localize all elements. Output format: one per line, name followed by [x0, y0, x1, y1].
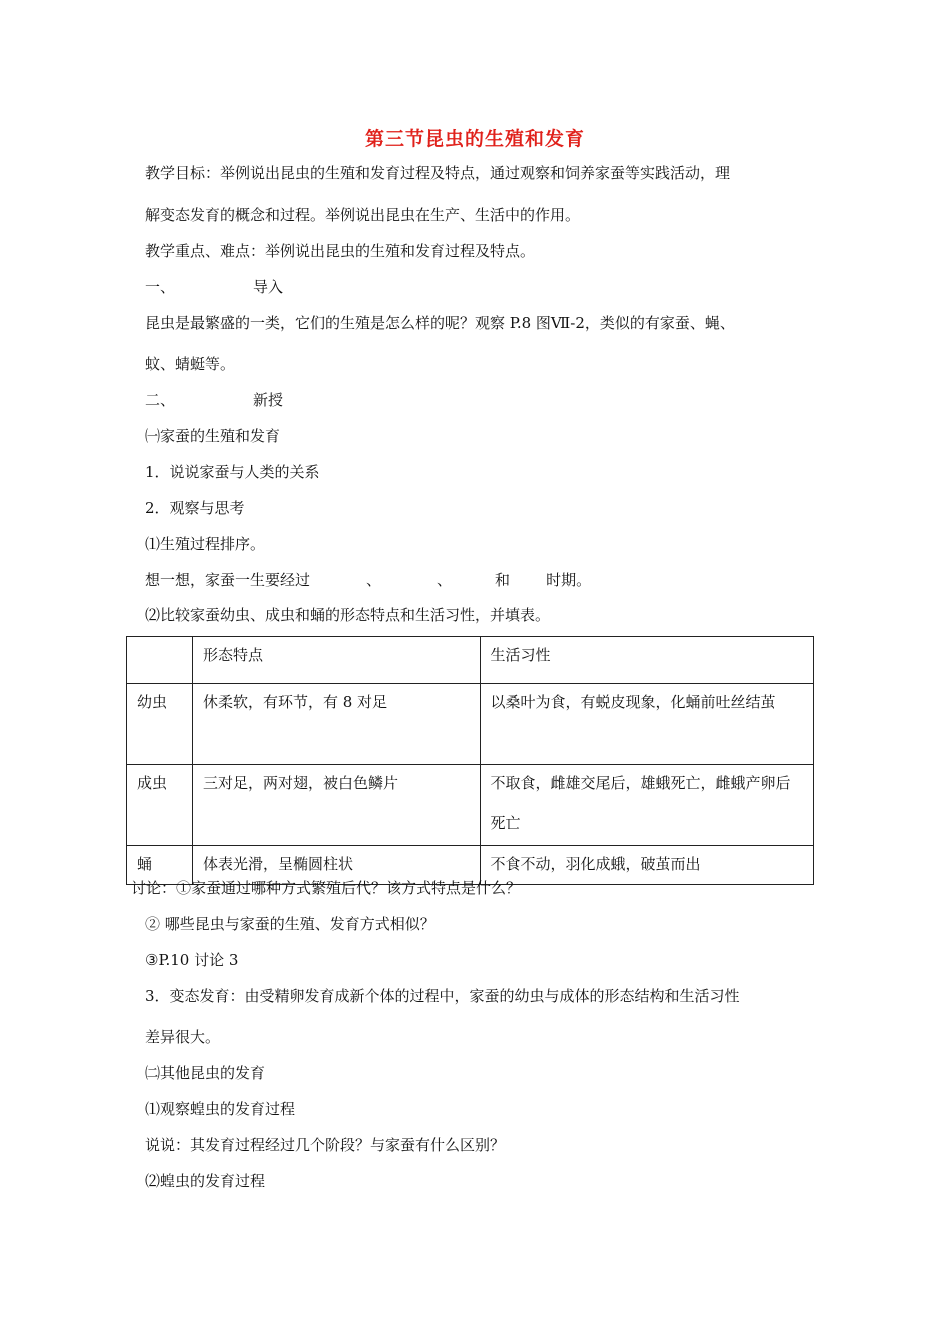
point-3: ⑴观察蝗虫的发育过程: [145, 1100, 296, 1118]
intro-line-1: 昆虫是最繁盛的一类，它们的生殖是怎么样的呢？观察 P.8 图Ⅶ-2，类似的有家蚕、蝇、: [145, 314, 735, 332]
form-cell: 三对足，两对翅，被白色鳞片: [192, 765, 480, 846]
think-end: 时期。: [546, 571, 592, 589]
form-cell: 体表光滑，呈椭圆柱状: [192, 846, 480, 885]
key-points: 教学重点、难点：举例说出昆虫的生殖和发育过程及特点。: [145, 242, 536, 260]
table-header-row: [127, 637, 814, 684]
think-and: 和: [495, 571, 511, 589]
section-1-number: 一、: [145, 278, 176, 296]
think-text: 想一想，家蚕一生要经过: [145, 571, 311, 589]
section-2-number: 二、: [145, 391, 176, 409]
point-1: ⑴生殖过程排序。: [145, 535, 266, 553]
comparison-table: [126, 636, 814, 885]
goal-line-1: 教学目标：举例说出昆虫的生殖和发育过程及特点，通过观察和饲养家蚕等实践活动，理: [145, 164, 731, 182]
subsection-1: ㈠家蚕的生殖和发育: [145, 427, 281, 445]
point-4: ⑵蝗虫的发育过程: [145, 1172, 266, 1190]
discussion-1: 讨论：①家蚕通过哪种方式繁殖后代？该方式特点是什么？: [131, 879, 522, 897]
discussion-2: ② 哪些昆虫与家蚕的生殖、发育方式相似？: [145, 915, 435, 933]
habit-text: 不取食，雌雄交尾后，雄蛾死亡，雌蛾产卵后死亡: [490, 774, 791, 832]
stage-cell: 幼虫: [127, 684, 193, 765]
stage-cell: 蛹: [127, 846, 193, 885]
section-1-title: 导入: [253, 278, 284, 296]
item-2: 2．观察与思考: [145, 499, 245, 517]
section-2-title: 新授: [253, 391, 284, 409]
form-cell: 休柔软，有环节，有 8 对足: [192, 684, 480, 765]
intro-line-2: 蚊、蜻蜓等。: [145, 355, 236, 373]
table-header-cell: [127, 637, 193, 684]
point-2: ⑵比较家蚕幼虫、成虫和蛹的形态特点和生活习性，并填表。: [145, 606, 551, 624]
table-row: [127, 765, 814, 846]
stage-cell: 成虫: [127, 765, 193, 846]
think-line: [145, 570, 591, 590]
think-sep-2: 、: [437, 571, 453, 589]
goal-line-2: 解变态发育的概念和过程。举例说出昆虫在生产、生活中的作用。: [145, 206, 581, 224]
table-row: [127, 684, 814, 765]
discussion-3: ③P.10 讨论 3: [145, 951, 239, 969]
habit-text: 以桑叶为食，有蜕皮现象，化蛹前吐丝结茧: [490, 693, 776, 711]
habit-cell: [480, 684, 814, 765]
section-2-heading: [145, 390, 283, 410]
section-1-heading: [145, 277, 283, 297]
table-header-cell: 形态特点: [192, 637, 480, 684]
think-sep-1: 、: [366, 571, 382, 589]
page-title: 第三节昆虫的生殖和发育: [364, 128, 585, 150]
item-1: 1．说说家蚕与人类的关系: [145, 463, 320, 481]
habit-cell: [480, 765, 814, 846]
table-header-cell: 生活习性: [480, 637, 814, 684]
item-3-line-2: 差异很大。: [145, 1028, 221, 1046]
subsection-2: ㈡其他昆虫的发育: [145, 1064, 266, 1082]
discussion-prompt: 说说：其发育过程经过几个阶段？与家蚕有什么区别？: [145, 1136, 506, 1154]
item-3-line-1: 3．变态发育：由受精卵发育成新个体的过程中，家蚕的幼虫与成体的形态结构和生活习性: [145, 987, 740, 1005]
habit-cell: 不食不动，羽化成蛾，破茧而出: [480, 846, 814, 885]
